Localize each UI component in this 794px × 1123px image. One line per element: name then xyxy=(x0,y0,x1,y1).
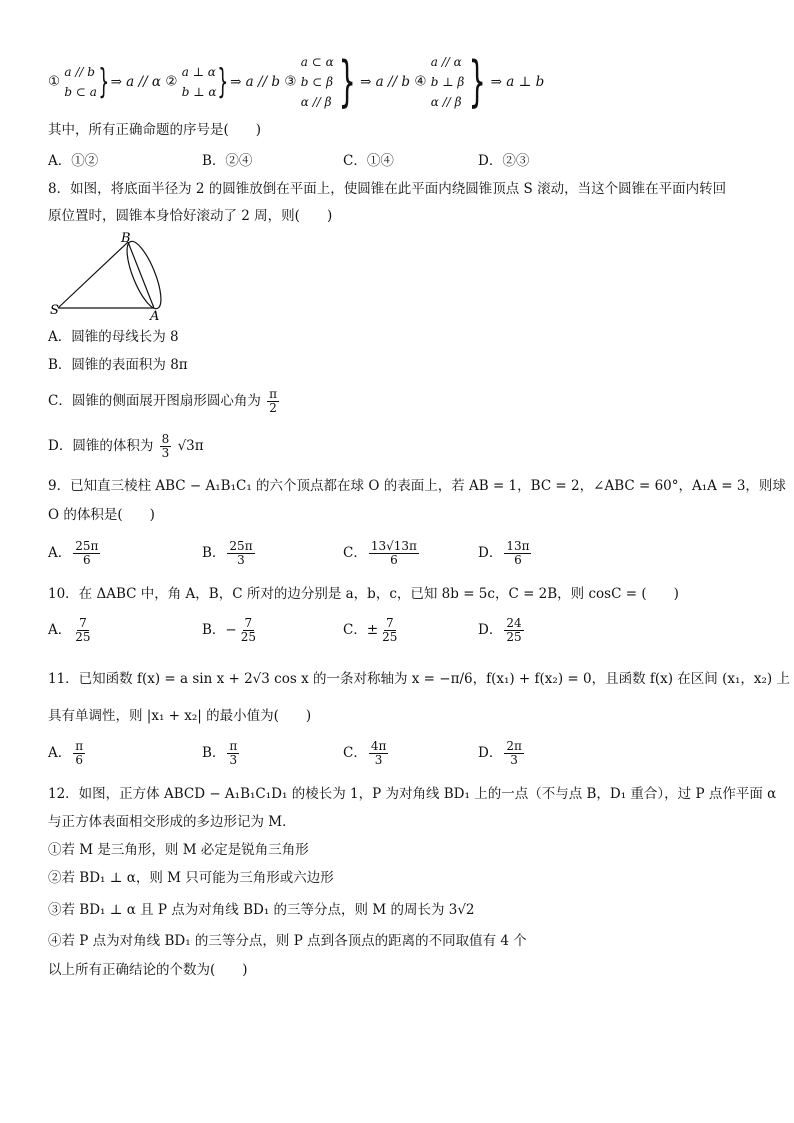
fraction xyxy=(73,740,85,767)
q9-option-c[interactable] xyxy=(343,540,421,567)
prop-4-bottom: α // β xyxy=(430,95,462,109)
q12-stem-line-1: 12．如图，正方体 ABCD − A₁B₁C₁D₁ 的棱长为 1，P 为对角线 BD₁ 上的一点（不与点 B，D₁ 重合），过 P 点作平面 α xyxy=(48,786,777,802)
option-label: D． xyxy=(478,745,503,762)
cone-base-ellipse xyxy=(120,238,167,313)
q8-option-d-suffix: √3π xyxy=(177,438,204,455)
prop-1 xyxy=(64,62,161,102)
option-label: B． xyxy=(202,622,226,639)
prop-4-number: ④ xyxy=(414,73,427,90)
prop-4-top: a // α xyxy=(430,55,462,69)
right-brace-icon: } xyxy=(217,62,229,102)
denominator: 25 xyxy=(506,630,522,645)
fraction xyxy=(504,617,523,644)
fraction xyxy=(73,540,100,567)
numerator: 25π xyxy=(75,539,99,553)
option-label: C． xyxy=(343,622,367,639)
option-label: B． xyxy=(202,545,226,562)
fraction xyxy=(504,740,524,767)
prop-3-middle: b ⊂ β xyxy=(300,75,334,89)
option-label: B． xyxy=(202,745,226,762)
q7-question: 其中，所有正确命题的序号是( ) xyxy=(48,122,262,138)
q8-option-c-text: C．圆锥的侧面展开图扇形圆心角为 xyxy=(48,393,261,410)
q12-statement-1: ①若 M 是三角形，则 M 必定是锐角三角形 xyxy=(48,842,309,858)
q9-option-a[interactable] xyxy=(48,540,102,567)
q12-statement-3: ③若 BD₁ ⊥ α 且 P 点为对角线 BD₁ 的三等分点，则 M 的周长为 3√2 xyxy=(48,902,475,918)
prop-3-result: ⇒ a // b xyxy=(360,74,411,90)
prop-2-number: ② xyxy=(165,73,178,90)
fraction xyxy=(239,617,258,644)
numerator: π xyxy=(269,387,278,401)
prop-3 xyxy=(301,52,410,112)
option-sign: ± xyxy=(366,622,379,639)
fraction xyxy=(369,740,389,767)
denominator: 6 xyxy=(75,753,84,768)
q8-stem-line-1: 8．如图，将底面半径为 2 的圆锥放倒在平面上，使圆锥在此平面内绕圆锥顶点 S 滚动，当这个圆锥在平面内转回 xyxy=(48,181,727,197)
q7-option-b[interactable]: B．②④ xyxy=(202,153,253,169)
numerator: 7 xyxy=(244,616,253,630)
denominator: 3 xyxy=(510,753,518,768)
numerator: 7 xyxy=(79,616,87,630)
q9-options xyxy=(48,540,758,576)
denominator: 2 xyxy=(269,401,277,416)
prop-1-number: ① xyxy=(48,73,61,90)
q11-option-d[interactable] xyxy=(478,740,526,767)
q7-option-d[interactable]: D．②③ xyxy=(478,153,530,169)
q9-option-b[interactable] xyxy=(202,540,257,567)
option-label: C． xyxy=(343,545,367,562)
denominator: 6 xyxy=(514,553,522,568)
numerator: 13π xyxy=(506,539,530,553)
numerator: 13√13π xyxy=(370,539,417,553)
label-b: B xyxy=(121,231,131,246)
cone-figure xyxy=(48,230,178,320)
q7-propositions xyxy=(48,52,544,112)
q8-option-a[interactable]: A．圆锥的母线长为 8 xyxy=(48,329,179,345)
right-brace-icon: } xyxy=(468,50,487,113)
denominator: 3 xyxy=(229,753,238,768)
numerator: π xyxy=(229,739,238,753)
q10-option-a[interactable] xyxy=(48,617,95,644)
numerator: 2π xyxy=(506,739,522,753)
fraction xyxy=(227,540,254,567)
denominator: 25 xyxy=(75,630,91,645)
prop-2-bottom: b ⊥ α xyxy=(181,85,217,99)
cone-edge-sb xyxy=(58,242,128,308)
denominator: 3 xyxy=(374,753,383,768)
q8-option-c[interactable] xyxy=(48,388,281,415)
q10-options xyxy=(48,617,758,653)
prop-1-result: ⇒ a // α xyxy=(110,74,162,90)
fraction xyxy=(227,740,239,767)
q11-options xyxy=(48,740,758,776)
option-label: C． xyxy=(343,745,367,762)
q11-option-c[interactable] xyxy=(343,740,390,767)
option-label: D． xyxy=(478,545,503,562)
q9-option-d[interactable] xyxy=(478,540,533,567)
denominator: 6 xyxy=(83,553,91,568)
option-label: A． xyxy=(48,745,72,762)
numerator: 7 xyxy=(385,616,394,630)
option-label: A． xyxy=(48,622,72,639)
numerator: 25π xyxy=(229,539,253,553)
q7-option-a[interactable]: A．①② xyxy=(48,153,99,169)
numerator: π xyxy=(75,739,84,753)
q12-statement-2: ②若 BD₁ ⊥ α，则 M 只可能为三角形或六边形 xyxy=(48,870,334,886)
label-a: A xyxy=(150,309,160,320)
prop-1-top: a // b xyxy=(64,65,95,79)
q8-option-d[interactable] xyxy=(48,433,204,460)
label-s: S xyxy=(50,303,59,318)
denominator: 6 xyxy=(390,553,398,568)
q11-stem-line-2: 具有单调性，则 |x₁ + x₂| 的最小值为( ) xyxy=(48,708,312,724)
fraction xyxy=(369,540,419,567)
q12-final-question: 以上所有正确结论的个数为( ) xyxy=(48,962,248,978)
option-label: D． xyxy=(478,622,503,639)
fraction xyxy=(73,617,92,644)
q8-stem-line-2: 原位置时，圆锥本身恰好滚动了 2 周，则( ) xyxy=(48,208,333,224)
denominator: 3 xyxy=(161,446,170,461)
numerator: 8 xyxy=(161,432,170,446)
right-brace-icon: } xyxy=(338,50,356,113)
numerator: 24 xyxy=(506,616,522,630)
prop-4-result: ⇒ a ⊥ b xyxy=(490,74,545,90)
prop-2 xyxy=(182,62,280,102)
fraction xyxy=(380,617,399,644)
q7-option-c[interactable]: C．①④ xyxy=(343,153,394,169)
q10-option-c[interactable] xyxy=(343,617,401,644)
prop-3-number: ③ xyxy=(284,73,297,90)
denominator: 25 xyxy=(382,630,398,645)
denominator: 3 xyxy=(237,553,245,568)
q8-option-d-text: D．圆锥的体积为 xyxy=(48,438,154,455)
q11-stem-line-1: 11．已知函数 f(x) = a sin x + 2√3 cos x 的一条对称轴为 x = −π/6，f(x₁) + f(x₂) = 0，且函数 f(x) 在区间 (x₁，x₂) 上 xyxy=(48,671,790,687)
prop-3-top: a ⊂ α xyxy=(300,55,334,69)
option-sign: − xyxy=(225,622,237,639)
option-label: A． xyxy=(48,545,72,562)
numerator: 4π xyxy=(370,739,387,753)
q10-option-d[interactable] xyxy=(478,617,526,644)
q11-option-b[interactable] xyxy=(202,740,241,767)
q8-option-b[interactable]: B．圆锥的表面积为 8π xyxy=(48,357,188,373)
prop-1-bottom: b ⊂ a xyxy=(64,85,97,99)
prop-2-result: ⇒ a // b xyxy=(230,74,281,90)
prop-3-bottom: α // β xyxy=(300,95,332,109)
prop-4 xyxy=(431,52,544,112)
q9-stem-line-2: O 的体积是( ) xyxy=(48,507,155,523)
q11-option-a[interactable] xyxy=(48,740,87,767)
q10-stem: 10．在 ΔABC 中，角 A，B，C 所对的边分别是 a，b，c，已知 8b = 5c，C = 2B，则 cosC = ( ) xyxy=(48,586,679,602)
q10-option-b[interactable] xyxy=(202,617,260,644)
fraction xyxy=(267,388,279,415)
q9-stem-line-1: 9．已知直三棱柱 ABC − A₁B₁C₁ 的六个顶点都在球 O 的表面上，若 AB = 1，BC = 2，∠ABC = 60°，A₁A = 3，则球 xyxy=(48,478,786,494)
right-brace-icon: } xyxy=(98,62,110,102)
q12-stem-line-2: 与正方体表面相交形成的多边形记为 M． xyxy=(48,814,296,830)
q12-statement-4: ④若 P 点为对角线 BD₁ 的三等分点，则 P 点到各顶点的距离的不同取值有 4 个 xyxy=(48,933,527,949)
fraction xyxy=(160,433,172,460)
prop-4-middle: b ⊥ β xyxy=(430,75,465,89)
fraction xyxy=(504,540,531,567)
prop-2-top: a ⊥ α xyxy=(181,65,216,79)
denominator: 25 xyxy=(240,630,257,645)
